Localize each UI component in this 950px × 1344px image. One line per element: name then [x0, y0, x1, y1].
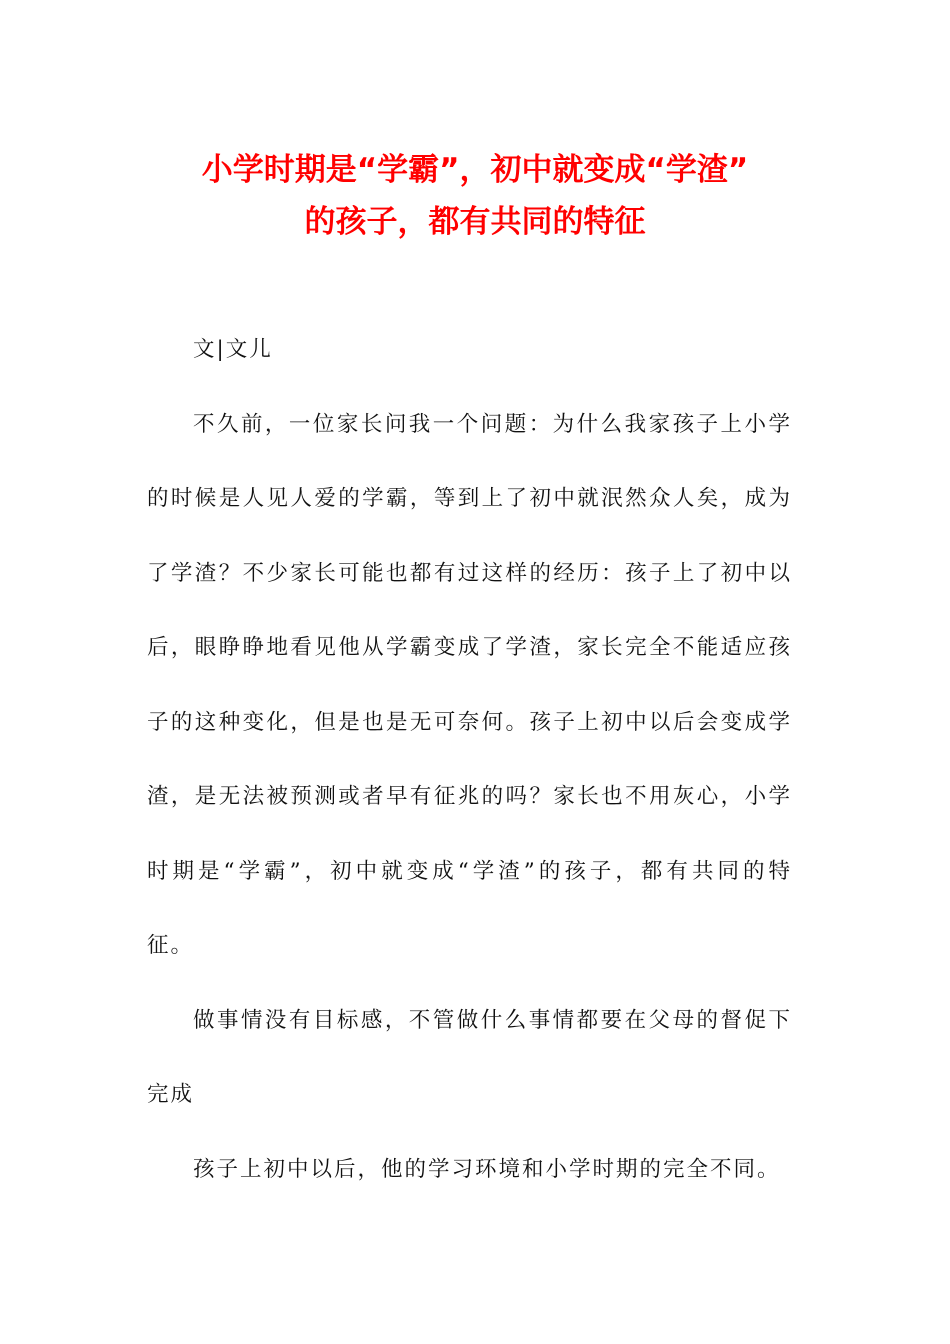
paragraph-2-line-1: 孩子上初中以后，他的学习环境和小学时期的完全不同。 [193, 1156, 781, 1182]
article-title-line-2: 的孩子，都有共同的特征 [304, 204, 646, 240]
paragraph-1-line-4: 后，眼睁睁地看见他从学霸变成了学渣，家长完全不能适应孩 [147, 635, 792, 660]
paragraph-1-line-2: 的时候是人见人爱的学霸，等到上了初中就泯然众人矣，成为 [147, 486, 792, 511]
paragraph-1-line-8: 征。 [147, 933, 195, 958]
paragraph-1-line-5: 子的这种变化，但是也是无可奈何。孩子上初中以后会变成学 [147, 709, 792, 735]
paragraph-1-line-7: 时期是“学霸”，初中就变成“学渣”的孩子，都有共同的特 [147, 858, 792, 884]
article-body [147, 324, 792, 1218]
article-title-line-1: 小学时期是“学霸”，初中就变成“学渣” [201, 152, 749, 188]
section-heading-line-2: 完成 [147, 1082, 195, 1107]
paragraph-1-line-1: 不久前，一位家长问我一个问题：为什么我家孩子上小学 [193, 411, 792, 437]
paragraph-1-line-3: 了学渣？不少家长可能也都有过这样的经历：孩子上了初中以 [147, 560, 792, 586]
article-title [120, 144, 830, 248]
paragraph-1-line-6: 渣，是无法被预测或者早有征兆的吗？家长也不用灰心，小学 [147, 784, 792, 809]
section-heading-line-1: 做事情没有目标感，不管做什么事情都要在父母的督促下 [193, 1007, 792, 1033]
byline: 文|文儿 [193, 337, 273, 362]
